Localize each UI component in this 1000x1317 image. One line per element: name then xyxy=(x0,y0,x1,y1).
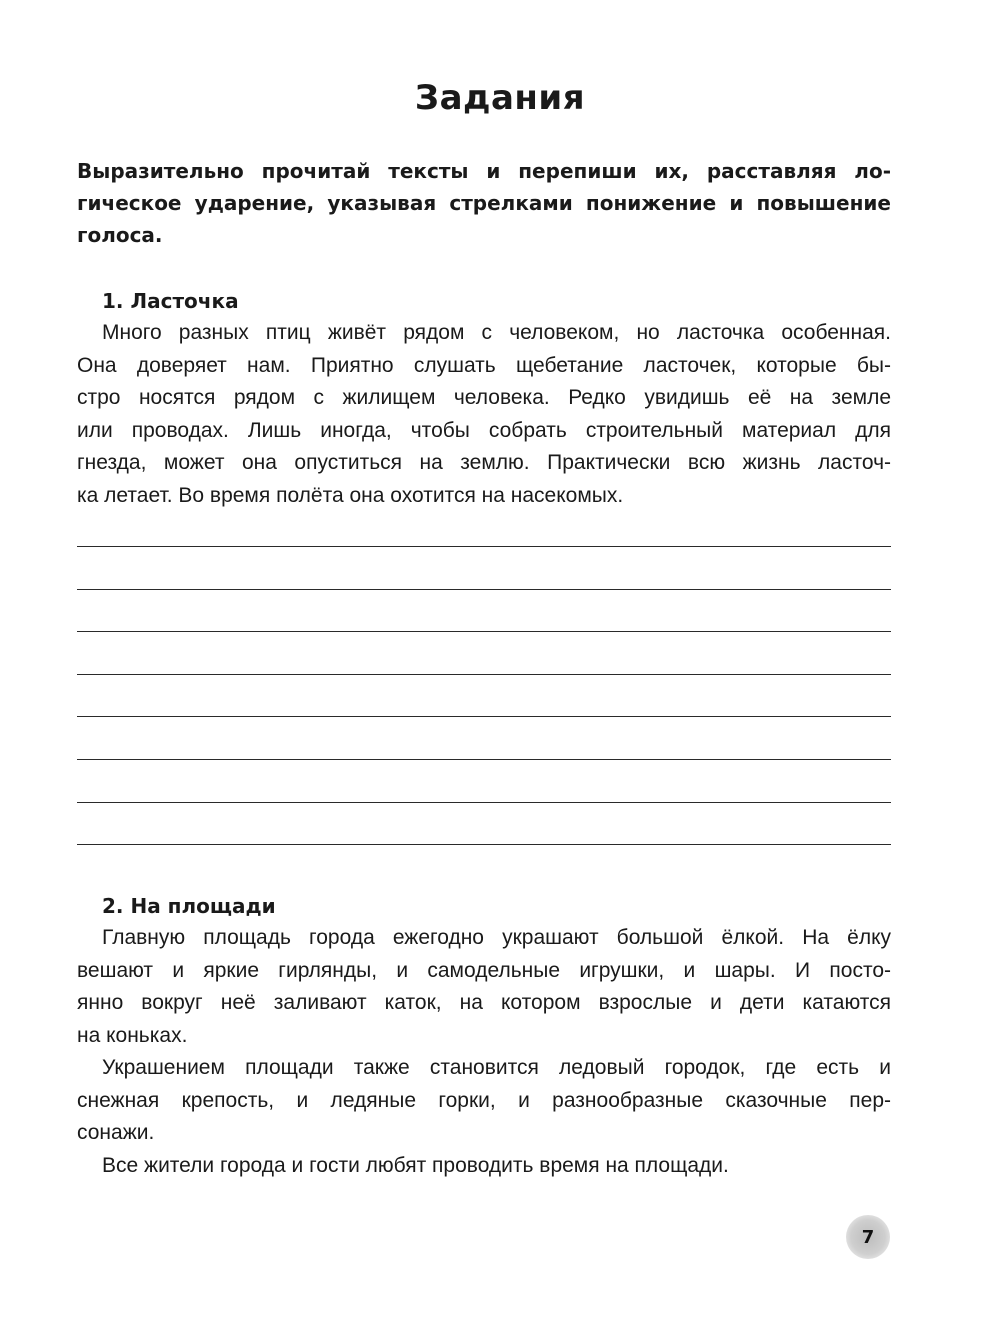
section-heading-na-ploshchadi: 2. На площади xyxy=(102,894,276,918)
writing-line[interactable] xyxy=(77,589,891,590)
text-na-ploshchadi xyxy=(77,922,891,1182)
text-line: или проводах. Лишь иногда, чтобы собрать строительный материал для xyxy=(77,418,891,442)
text-line: Главную площадь города ежегодно украшают большой ёлкой. На ёлку xyxy=(102,926,891,949)
text-line: Она доверяет нам. Приятно слушать щебетание ласточек, которые бы- xyxy=(77,353,891,377)
text-line: стро носятся рядом с жилищем человека. Редко увидишь её на земле xyxy=(77,386,891,409)
page-number: 7 xyxy=(846,1215,890,1259)
text-line: снежная крепость, и ледяные горки, и разнообразные сказочные пер- xyxy=(77,1088,891,1112)
instructions-line: голоса. xyxy=(77,223,163,247)
writing-line[interactable] xyxy=(77,802,891,803)
page-title: Задания xyxy=(414,78,586,118)
text-line: на коньках. xyxy=(77,1023,188,1047)
writing-line[interactable] xyxy=(77,844,891,845)
instructions-line: Выразительно прочитай тексты и перепиши их, расставляя ло- xyxy=(77,159,891,183)
text-line: Украшением площади также становится ледовый городок, где есть и xyxy=(102,1056,891,1079)
writing-line[interactable] xyxy=(77,546,891,547)
text-line: вешают и яркие гирлянды, и самодельные игрушки, и шары. И посто- xyxy=(77,958,891,982)
text-line: Все жители города и гости любят проводить время на площади. xyxy=(102,1153,729,1177)
writing-line[interactable] xyxy=(77,716,891,717)
writing-lines[interactable] xyxy=(77,546,891,887)
instructions-line: гическое ударение, указывая стрелками понижение и повышение xyxy=(77,191,891,215)
task-instructions xyxy=(77,155,891,251)
text-line: сонажи. xyxy=(77,1121,155,1144)
text-line: гнезда, может она опуститься на землю. Практически всю жизнь ласточ- xyxy=(77,451,891,474)
writing-line[interactable] xyxy=(77,759,891,760)
text-line: Много разных птиц живёт рядом с человеком, но ласточка особенная. xyxy=(102,321,891,344)
text-lastochka xyxy=(77,317,891,512)
section-heading-lastochka: 1. Ласточка xyxy=(102,289,239,313)
writing-line[interactable] xyxy=(77,631,891,632)
writing-line[interactable] xyxy=(77,674,891,675)
text-line: янно вокруг неё заливают каток, на котором взрослые и дети катаются xyxy=(77,991,891,1014)
text-line: ка летает. Во время полёта она охотится на насекомых. xyxy=(77,483,624,507)
